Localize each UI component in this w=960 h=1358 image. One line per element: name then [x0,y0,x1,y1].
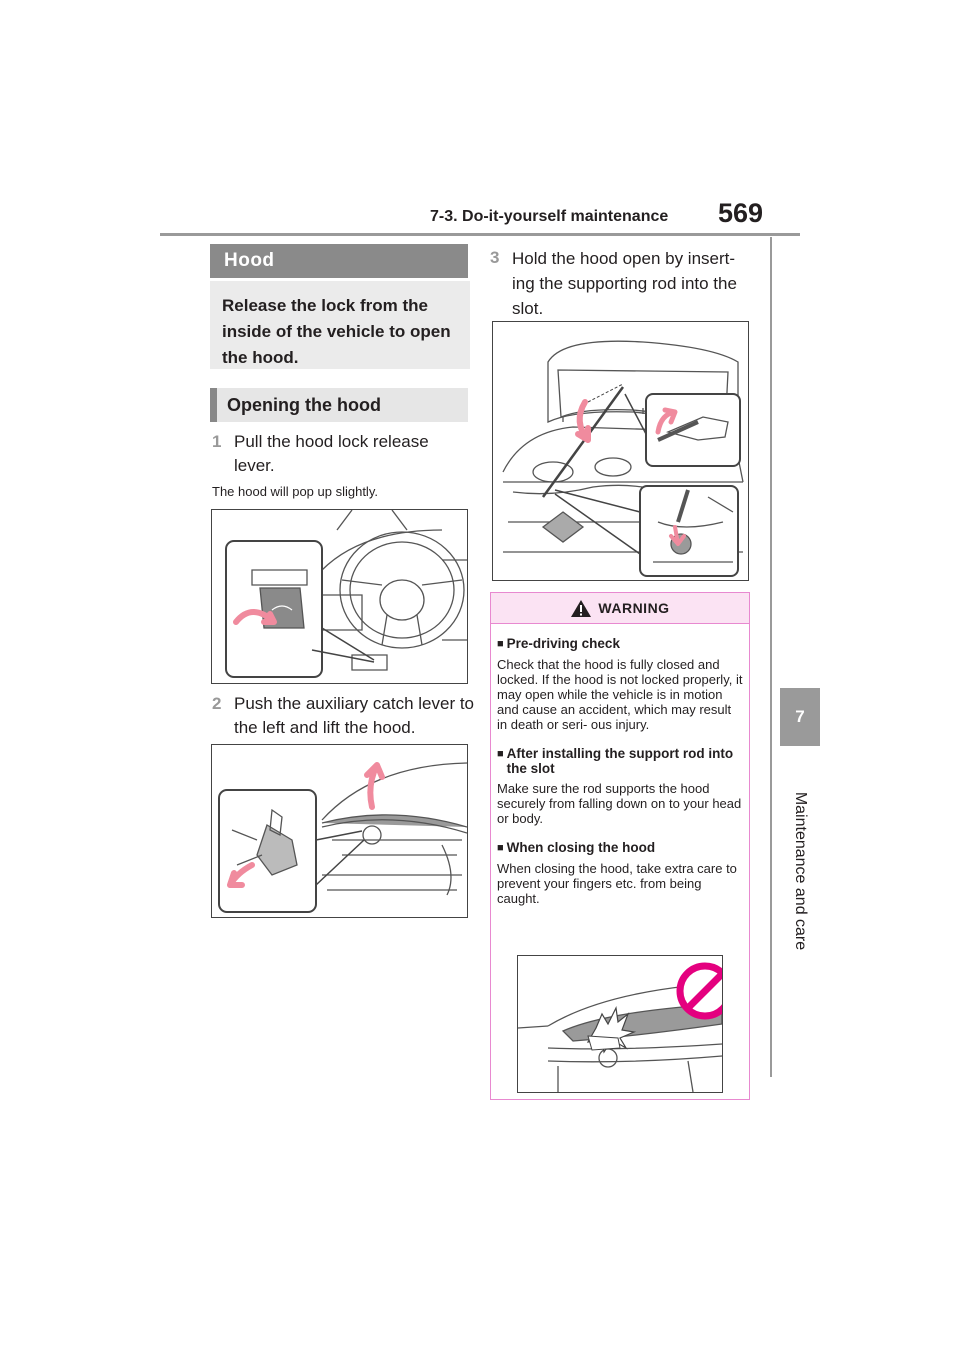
step-1 [212,430,472,480]
warning-item-title: ■ When closing the hood [497,840,656,855]
warning-item-text: Make sure the rod supports the hood securely from falling down on to your head or body. [497,781,742,826]
chapter-tab: 7 [780,688,820,746]
support-rod-illustration [493,322,748,580]
step-text: Push the auxiliary catch lever to the left and lift the hood. [234,694,475,737]
subsection-heading: Opening the hood [210,388,468,422]
auxiliary-catch-illustration [212,745,467,917]
step-note: The hood will pop up slightly. [212,484,378,499]
step-3 [490,246,760,318]
step-number: 2 [212,694,222,713]
closing-hood-illustration [518,956,722,1092]
step-number: 3 [490,248,500,267]
warning-item-text: When closing the hood, take extra care to prevent your fingers etc. from being caught. [497,861,737,906]
step-number: 1 [212,432,222,451]
hood-lever-illustration [212,510,467,683]
warning-item-text: Check that the hood is fully closed and locked. If the hood is not locked properly, it may open while the vehicle is in motion and cause an accident, which may result in death or seri- ous injury. [497,657,743,732]
figure-support-rod [492,321,749,581]
step-text: Pull the hood lock release lever. [234,432,429,475]
intro-text: Release the lock from the inside of the vehicle to open the hood. [210,281,470,369]
warning-header [491,593,749,624]
square-bullet-icon: ■ [497,842,504,854]
step-2 [212,692,475,742]
square-bullet-icon: ■ [497,748,504,760]
rod-arrow-icon [578,402,588,440]
step-text: Hold the hood open by insert- ing the supporting rod into the slot. [512,249,737,318]
square-bullet-icon: ■ [497,638,504,650]
page-number: 569 [718,198,764,228]
figure-hood-lock-lever [211,509,468,684]
section-title: 7-3. Do-it-yourself maintenance [430,208,669,225]
warning-box [490,592,750,1100]
header-rule [160,233,800,236]
figure-auxiliary-catch [211,744,468,918]
chapter-label: Maintenance and care [792,791,809,951]
lift-arrow-icon [367,765,382,807]
side-tab-line [770,237,772,1077]
warning-title: WARNING [598,600,670,616]
warning-body [491,624,749,906]
warning-triangle-icon [570,599,592,618]
warning-item-title: ■ After installing the support rod into the slot [497,746,734,776]
warning-item-title: ■ Pre-driving check [497,636,620,651]
figure-closing-hood [517,955,723,1093]
section-heading: Hood [210,244,468,278]
